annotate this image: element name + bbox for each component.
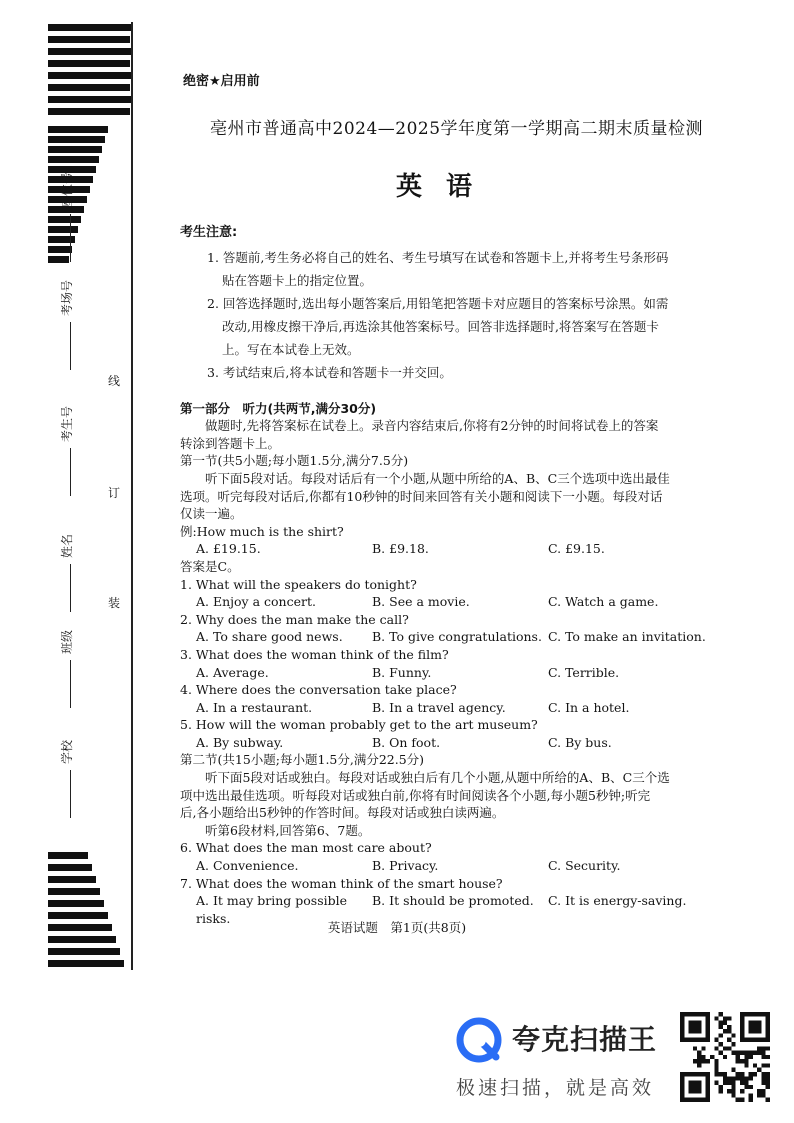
qr-module xyxy=(749,1055,753,1059)
scanner-logo-icon xyxy=(456,1017,502,1063)
qr-module xyxy=(697,1059,701,1063)
section1-intro: 选项。听完每段对话后,你都有10秒钟的时间来回答有关小题和阅读下一小题。每段对话 xyxy=(180,488,663,504)
qr-module xyxy=(753,1063,757,1067)
question-text: 6. What does the man most care about? xyxy=(180,840,432,856)
qr-module xyxy=(719,1089,723,1093)
qr-module xyxy=(757,1089,761,1093)
qr-module xyxy=(719,1033,723,1037)
binding-bar xyxy=(48,852,88,859)
binding-bar xyxy=(48,36,130,43)
question-text: 3. What does the woman think of the film? xyxy=(180,646,449,662)
option-a: A. Average. xyxy=(196,664,269,680)
qr-module xyxy=(766,1081,770,1085)
field-candidate-no: 考生号 xyxy=(58,406,75,496)
qr-module xyxy=(749,1093,753,1097)
part1-heading: 第一部分 听力(共两节,满分30分) xyxy=(180,400,377,416)
binding-bar xyxy=(48,126,108,133)
binding-mark-ding: 订 xyxy=(108,486,121,500)
binding-bar xyxy=(48,136,105,143)
qr-module xyxy=(731,1068,735,1072)
qr-module xyxy=(744,1055,748,1059)
question-text: 4. Where does the conversation take place? xyxy=(180,682,457,698)
question-5 xyxy=(180,716,732,751)
part1-intro: 转涂到答题卡上。 xyxy=(180,435,281,451)
qr-module xyxy=(757,1068,761,1072)
qr-module xyxy=(749,1085,753,1089)
binding-mark-zhuang: 装 xyxy=(108,596,121,610)
qr-module xyxy=(761,1093,765,1097)
binding-bar xyxy=(48,156,99,163)
qr-module xyxy=(761,1072,765,1076)
qr-module xyxy=(693,1059,697,1063)
qr-module xyxy=(706,1059,710,1063)
question-text: 7. What does the woman think of the smart house? xyxy=(180,875,503,891)
qr-module xyxy=(757,1051,761,1055)
field-room-no: 考场号 xyxy=(58,280,75,370)
field-class: 班级 xyxy=(58,630,75,708)
option-b: B. See a movie. xyxy=(372,594,470,610)
qr-module xyxy=(723,1055,727,1059)
binding-bar xyxy=(48,108,130,115)
example-options xyxy=(180,540,732,558)
qr-module xyxy=(740,1081,744,1085)
qr-module xyxy=(701,1055,705,1059)
exam-title: 亳州市普通高中2024—2025学年度第一学期高二期末质量检测 xyxy=(210,119,704,139)
option-c: C. It is energy-saving. xyxy=(548,893,687,909)
qr-module xyxy=(731,1051,735,1055)
qr-module xyxy=(736,1098,740,1102)
material-instruction: 听第6段材料,回答第6、7题。 xyxy=(205,822,371,838)
binding-bar xyxy=(48,48,132,55)
qr-module xyxy=(727,1029,731,1033)
binding-bar xyxy=(48,948,120,955)
qr-module xyxy=(761,1076,765,1080)
qr-module xyxy=(740,1072,744,1076)
qr-module xyxy=(744,1081,748,1085)
qr-module xyxy=(727,1046,731,1050)
qr-module xyxy=(766,1076,770,1080)
qr-module xyxy=(714,1063,718,1067)
binding-mark-xian: 线 xyxy=(108,374,121,388)
question-6 xyxy=(180,839,732,874)
page-footer: 英语试题 第1页(共8页) xyxy=(327,920,467,935)
qr-module xyxy=(736,1076,740,1080)
section2-intro: 后,各小题给出5秒钟的作答时间。每段对话或独白读两遍。 xyxy=(180,805,505,821)
qr-module xyxy=(727,1081,731,1085)
section1-heading: 第一节(共5小题;每小题1.5分,满分7.5分) xyxy=(180,453,409,469)
watermark-tagline: 极速扫描，就是高效 xyxy=(456,1077,655,1099)
qr-module xyxy=(727,1016,731,1020)
qr-module xyxy=(723,1076,727,1080)
qr-module xyxy=(723,1072,727,1076)
qr-module xyxy=(749,1076,753,1080)
option-c: C. Watch a game. xyxy=(548,594,659,610)
qr-module xyxy=(714,1072,718,1076)
qr-code-icon xyxy=(680,1012,770,1102)
question-1 xyxy=(180,576,732,611)
qr-module xyxy=(740,1089,744,1093)
section2-heading: 第二节(共15小题;每小题1.5分,满分22.5分) xyxy=(180,752,425,768)
qr-module xyxy=(744,1059,748,1063)
notice-line: 改动,用橡皮擦干净后,再选涂其他答案标号。回答非选择题时,将答案写在答题卡 xyxy=(222,318,659,334)
qr-module xyxy=(731,1076,735,1080)
notice-line: 3. 考试结束后,将本试卷和答题卡一并交回。 xyxy=(207,364,452,380)
qr-module xyxy=(719,1012,723,1016)
binding-bar xyxy=(48,24,132,31)
question-text: 2. Why does the man make the call? xyxy=(180,611,409,627)
option-a: A. Enjoy a concert. xyxy=(196,594,316,610)
qr-module xyxy=(749,1051,753,1055)
qr-module xyxy=(744,1076,748,1080)
option-a: A. In a restaurant. xyxy=(196,699,313,715)
notice-line: 贴在答题卡上的指定位置。 xyxy=(222,272,373,288)
qr-module xyxy=(697,1063,701,1067)
option-a: A. It may bring possible risks. xyxy=(196,893,348,926)
binding-bar xyxy=(48,864,92,871)
qr-module xyxy=(749,1072,753,1076)
qr-module xyxy=(719,1025,723,1029)
part1-intro: 做题时,先将答案标在试卷上。录音内容结束后,你将有2分钟的时间将试卷上的答案 xyxy=(205,418,659,434)
qr-module xyxy=(719,1051,723,1055)
option-b: B. To give congratulations. xyxy=(372,629,542,645)
option-b: B. In a travel agency. xyxy=(372,699,506,715)
qr-module xyxy=(757,1046,761,1050)
qr-module xyxy=(731,1089,735,1093)
qr-module xyxy=(740,1076,744,1080)
qr-module xyxy=(719,1021,723,1025)
qr-module xyxy=(714,1059,718,1063)
qr-module xyxy=(723,1016,727,1020)
qr-module xyxy=(761,1081,765,1085)
qr-module xyxy=(744,1051,748,1055)
qr-module xyxy=(736,1072,740,1076)
question-3 xyxy=(180,646,732,681)
option-b: B. Privacy. xyxy=(372,858,439,874)
option-c: C. By bus. xyxy=(548,734,612,750)
question-text: 1. What will the speakers do tonight? xyxy=(180,576,417,592)
qr-module xyxy=(723,1029,727,1033)
option-c: C. To make an invitation. xyxy=(548,629,706,645)
field-seat-no: 座位号 xyxy=(58,172,75,262)
section1-intro: 仅读一遍。 xyxy=(180,506,243,522)
notice-item-3 xyxy=(207,361,732,384)
option-a: A. By subway. xyxy=(196,734,284,750)
notice-line: 2. 回答选择题时,选出每小题答案后,用铅笔把答题卡对应题目的答案标号涂黑。如需 xyxy=(207,295,669,311)
qr-module xyxy=(744,1063,748,1067)
qr-module xyxy=(719,1042,723,1046)
qr-module xyxy=(727,1089,731,1093)
qr-module xyxy=(744,1085,748,1089)
qr-module xyxy=(731,1081,735,1085)
qr-module xyxy=(723,1046,727,1050)
qr-module xyxy=(714,1046,718,1050)
binding-bar xyxy=(48,900,104,907)
binding-bar xyxy=(48,876,96,883)
binding-bar xyxy=(48,146,102,153)
qr-module xyxy=(766,1063,770,1067)
qr-module xyxy=(714,1016,718,1020)
qr-module xyxy=(740,1098,744,1102)
binding-bar xyxy=(48,72,132,79)
field-school: 学校 xyxy=(58,740,75,818)
qr-module xyxy=(723,1021,727,1025)
option-a: A. Convenience. xyxy=(196,858,299,874)
qr-module xyxy=(693,1046,697,1050)
binding-bar xyxy=(48,936,116,943)
qr-module xyxy=(753,1051,757,1055)
qr-module xyxy=(701,1059,705,1063)
option-b: B. It should be promoted. xyxy=(372,893,534,909)
option-b: B. £9.18. xyxy=(372,541,429,557)
option-b: B. Funny. xyxy=(372,664,432,680)
qr-module xyxy=(766,1085,770,1089)
exam-content xyxy=(180,224,732,927)
notice-item-1 xyxy=(207,246,732,292)
qr-module xyxy=(766,1055,770,1059)
option-c: C. £9.15. xyxy=(548,541,605,557)
qr-module xyxy=(736,1051,740,1055)
qr-module xyxy=(736,1059,740,1063)
section1-intro: 听下面5段对话。每段对话后有一个小题,从题中所给的A、B、C三个选项中选出最佳 xyxy=(205,470,670,486)
example-answer: 答案是C。 xyxy=(180,558,240,574)
notice-line: 1. 答题前,考生务必将自己的姓名、考生号填写在试卷和答题卡上,并将考生号条形码 xyxy=(207,249,669,265)
qr-module xyxy=(710,1055,714,1059)
question-4 xyxy=(180,681,732,716)
qr-module xyxy=(740,1051,744,1055)
notice-line: 上。写在本试卷上无效。 xyxy=(222,341,360,357)
qr-module xyxy=(731,1042,735,1046)
option-b: B. On foot. xyxy=(372,734,441,750)
qr-module xyxy=(701,1046,705,1050)
watermark-app-name: 夸克扫描王 xyxy=(512,1023,658,1056)
qr-module xyxy=(753,1072,757,1076)
qr-module xyxy=(757,1093,761,1097)
qr-module xyxy=(731,1033,735,1037)
qr-module xyxy=(719,1072,723,1076)
option-a: A. £19.15. xyxy=(196,541,261,557)
binding-bar xyxy=(48,84,130,91)
qr-module xyxy=(697,1051,701,1055)
qr-module xyxy=(761,1063,765,1067)
qr-module xyxy=(740,1059,744,1063)
qr-module xyxy=(766,1046,770,1050)
option-c: C. Terrible. xyxy=(548,664,620,680)
binding-bar xyxy=(48,960,124,967)
field-name: 姓名 xyxy=(58,534,75,612)
option-c: C. Security. xyxy=(548,858,621,874)
binding-bar xyxy=(48,60,130,67)
qr-module xyxy=(727,1025,731,1029)
qr-module xyxy=(761,1046,765,1050)
qr-module xyxy=(714,1081,718,1085)
qr-module xyxy=(761,1089,765,1093)
qr-module xyxy=(727,1076,731,1080)
qr-module xyxy=(761,1051,765,1055)
qr-module xyxy=(719,1085,723,1089)
qr-module xyxy=(766,1098,770,1102)
subject-title: 英语 xyxy=(396,172,497,202)
option-c: C. In a hotel. xyxy=(548,699,630,715)
section2-intro: 听下面5段对话或独白。每段对话或独白后有几个小题,从题中所给的A、B、C三个选 xyxy=(205,770,670,786)
qr-module xyxy=(761,1055,765,1059)
qr-module xyxy=(714,1068,718,1072)
confidential-label: 绝密★启用前 xyxy=(183,74,260,89)
qr-module xyxy=(727,1038,731,1042)
qr-module xyxy=(714,1038,718,1042)
qr-module xyxy=(766,1072,770,1076)
question-text: 5. How will the woman probably get to the art museum? xyxy=(180,717,538,733)
qr-module xyxy=(697,1055,701,1059)
example-question: 例:How much is the shirt? xyxy=(180,523,344,539)
option-a: A. To share good news. xyxy=(196,629,343,645)
qr-module xyxy=(736,1055,740,1059)
notice-heading: 考生注意: xyxy=(180,225,238,240)
notice-item-2 xyxy=(207,292,732,361)
binding-bar xyxy=(48,888,100,895)
qr-module xyxy=(723,1081,727,1085)
section2-intro: 项中选出最佳选项。听每段对话或独白前,你将有时间阅读各个小题,每小题5秒钟;听完 xyxy=(180,787,651,803)
question-2 xyxy=(180,611,732,646)
binding-line xyxy=(131,22,133,970)
qr-module xyxy=(731,1093,735,1097)
qr-module xyxy=(731,1085,735,1089)
qr-module xyxy=(749,1098,753,1102)
binding-bar xyxy=(48,96,132,103)
